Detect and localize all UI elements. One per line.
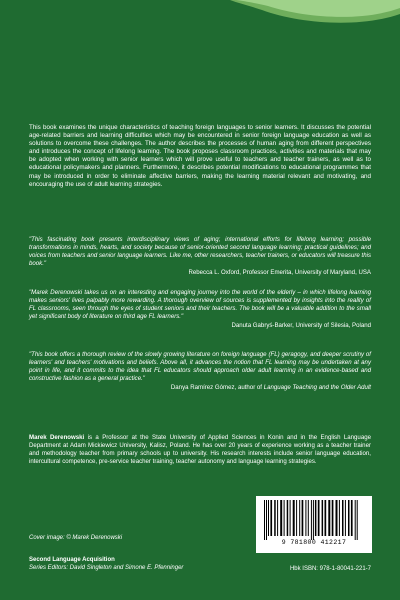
endorsement-quote-3 bbox=[29, 351, 371, 392]
endorsement-attribution: Rebecca L. Oxford, Professor Emerita, University of Maryland, USA bbox=[188, 268, 371, 276]
barcode-bar bbox=[302, 500, 304, 536]
decorative-swoosh bbox=[0, 0, 400, 60]
barcode-bar bbox=[325, 500, 327, 536]
book-description: This book examines the unique characteristics of teaching foreign languages to senior learners. It discusses the potential age-related barriers and learning difficulties which may be encountered in senior foreign language education as well as solutions to overcome these challenges. The author describes the processes of human aging from different perspectives and introduces the concept of lifelong learning. The book proposes classroom practices, activities and materials that may be adopted when working with senior learners which will prove useful to teachers and teacher trainers, as well as to educational policymakers and planners. Furthermore, it describes potential modifications to educational programmes that may be introduced in order to eliminate affective barriers, making the learning material relevant and motivating, and encouraging the use of adult learning strategies. bbox=[29, 124, 371, 188]
endorsement-text: "This fascinating book presents interdisciplinary views of aging; international efforts for lifelong learning; possible transformations in minds, hearts, and society because of senior-oriented second language learning; practical guidelines; and voices from teachers and senior language learners. Like me, other researchers, teacher trainers, or educators will treasure this book." bbox=[29, 236, 371, 267]
isbn-number: Hbk ISBN: 978-1-80041-221-7 bbox=[289, 566, 371, 572]
barcode-bar bbox=[266, 500, 267, 540]
barcode-bar bbox=[339, 500, 340, 536]
attribution-name: Danya Ramírez Gómez, author of bbox=[170, 383, 264, 391]
barcode-bar bbox=[313, 500, 314, 540]
barcode-bar bbox=[328, 500, 330, 536]
barcode-bar bbox=[284, 500, 285, 536]
barcode-bar bbox=[287, 500, 289, 536]
endorsement-text: "Marek Derenowski takes us on an interesting and engaging journey into the world of the elderly – in which lifelong learning makes seniors' lives palpably more rewarding. A thorough overview of sources is supplemented by insights into the reality of FL classrooms, seen through the eyes of student seniors and their teachers. The book will be a valuable addition to the small yet significant body of literature on third age FL learners." bbox=[29, 289, 371, 320]
barcode-bar bbox=[315, 500, 317, 536]
barcode-bar bbox=[268, 500, 269, 536]
barcode-bar bbox=[280, 500, 282, 536]
barcode-bar bbox=[357, 500, 358, 540]
barcode-bar bbox=[299, 500, 300, 536]
barcode-bar bbox=[308, 500, 309, 536]
barcode-bar bbox=[305, 500, 306, 536]
barcode-bar bbox=[351, 500, 353, 536]
barcode-bar bbox=[332, 500, 334, 536]
barcode-bar bbox=[311, 500, 312, 540]
author-name: Marek Derenowski bbox=[29, 434, 85, 441]
attribution-book-title: Language Teaching and the Older Adult bbox=[263, 383, 371, 391]
barcode-bar bbox=[342, 500, 344, 536]
series-info bbox=[29, 556, 183, 572]
barcode-bar bbox=[318, 500, 320, 536]
endorsement-quote-2 bbox=[29, 289, 371, 330]
author-bio bbox=[29, 434, 371, 466]
barcode-bars bbox=[262, 500, 366, 540]
barcode-bar bbox=[293, 500, 295, 536]
series-editors: Series Editors: David Singleton and Simone E. Pfenninger bbox=[29, 565, 184, 571]
barcode-bar bbox=[336, 500, 338, 536]
barcode-bar bbox=[264, 500, 265, 540]
endorsement-attribution bbox=[29, 384, 371, 392]
barcode-bar bbox=[277, 500, 278, 536]
barcode-bar bbox=[270, 500, 272, 536]
endorsement-attribution: Danuta Gabryś-Barker, University of Silesia, Poland bbox=[231, 321, 371, 329]
barcode-bar bbox=[274, 500, 276, 536]
endorsement-quote-1 bbox=[29, 236, 371, 277]
isbn-barcode bbox=[256, 496, 372, 553]
barcode-bar bbox=[355, 500, 356, 540]
barcode-bar bbox=[322, 500, 324, 536]
author-bio-text: is a Professor at the State University of Applied Sciences in Konin and in the English Language Department at Adam Mickiewicz University, Kalisz, Poland. He has over 20 years of experience working as a teacher trainer and methodology teacher from primary schools up to university. His research interests include senior language education, intercultural competence, pre-service teacher training, teacher autonomy and language learning strategies. bbox=[29, 434, 371, 465]
barcode-digits: 9 781800 412217 bbox=[281, 539, 347, 546]
barcode-bar bbox=[345, 500, 346, 536]
series-title: Second Language Acquisition bbox=[29, 557, 115, 563]
endorsement-text: "This book offers a thorough review of the slowly growing literature on foreign language (FL) geragogy, and deeper scrutiny of learners' and teachers' motivations and beliefs. Above all, it advances the notion that FL learning may be undertaken at any point in life, and it commits to the idea that FL educators should approach older adult learning in an evidence-based and constructive fashion as a general practice." bbox=[29, 351, 371, 382]
barcode-bar bbox=[296, 500, 297, 536]
barcode-bar bbox=[290, 500, 291, 536]
cover-image-credit: Cover image: © Marek Derenowski bbox=[29, 535, 123, 541]
barcode-bar bbox=[348, 500, 350, 536]
